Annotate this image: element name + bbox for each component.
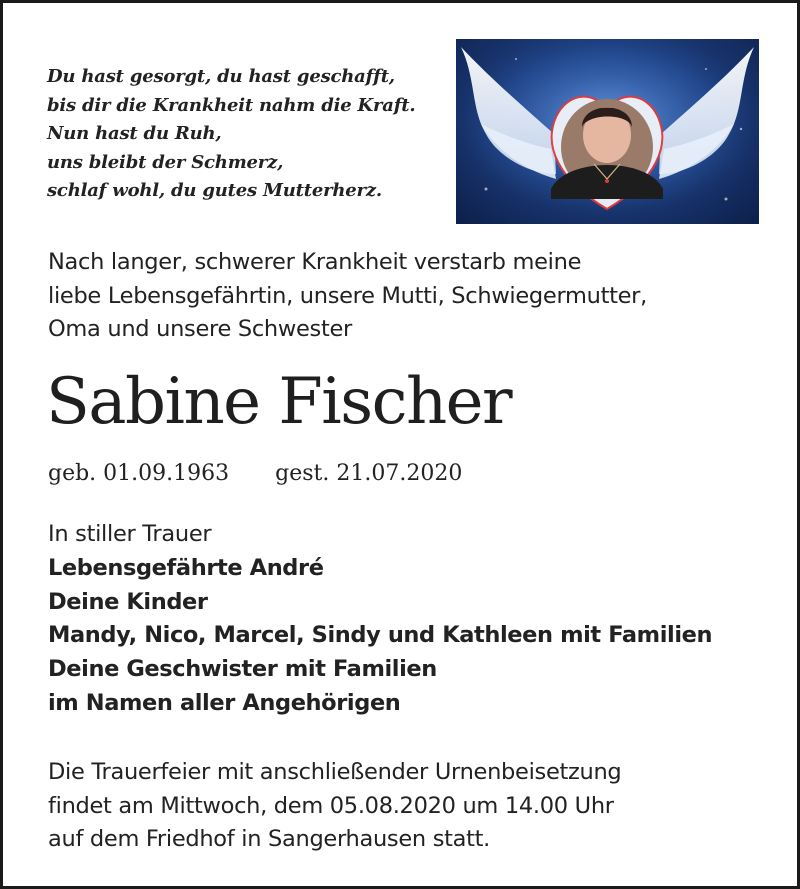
intro-line: Nach langer, schwerer Krankheit verstarb meine <box>48 249 582 275</box>
mourner-line: im Namen aller Angehörigen <box>48 689 401 716</box>
mourner-line: Deine Geschwister mit Familien <box>48 656 437 683</box>
memorial-poem <box>47 63 447 206</box>
poem-line: bis dir die Krankheit nahm die Kraft. <box>47 94 416 116</box>
poem-line: schlaf wohl, du gutes Mutterherz. <box>47 180 382 201</box>
mourners-heading: In stiller Trauer <box>48 521 212 547</box>
angel-wings-portrait <box>456 39 759 224</box>
mourner-line: Lebensgefährte André <box>48 554 324 581</box>
funeral-line: Die Trauerfeier mit anschließender Urnenbeisetzung <box>48 759 622 785</box>
death-notice-intro <box>48 246 768 347</box>
poem-line: Nun hast du Ruh, <box>47 123 222 144</box>
funeral-line: findet am Mittwoch, dem 05.08.2020 um 14.00 Uhr <box>48 792 614 819</box>
memorial-photo <box>456 39 759 224</box>
mourner-line: Deine Kinder <box>48 588 208 615</box>
life-dates <box>48 458 768 490</box>
deceased-name: Sabine Fischer <box>46 365 512 439</box>
mourners-list <box>48 518 788 721</box>
intro-line: Oma und unsere Schwester <box>48 316 352 342</box>
death-date: gest. 21.07.2020 <box>275 461 463 486</box>
funeral-details <box>48 756 768 857</box>
poem-line: uns bleibt der Schmerz, <box>47 151 284 173</box>
funeral-line: auf dem Friedhof in Sangerhausen statt. <box>48 826 491 852</box>
intro-line: liebe Lebensgefährtin, unsere Mutti, Schwiegermutter, <box>48 282 647 309</box>
poem-line: Du hast gesorgt, du hast geschafft, <box>47 66 395 87</box>
mourner-line: Mandy, Nico, Marcel, Sindy und Kathleen mit Familien <box>48 622 713 649</box>
birth-date: geb. 01.09.1963 <box>48 461 230 486</box>
